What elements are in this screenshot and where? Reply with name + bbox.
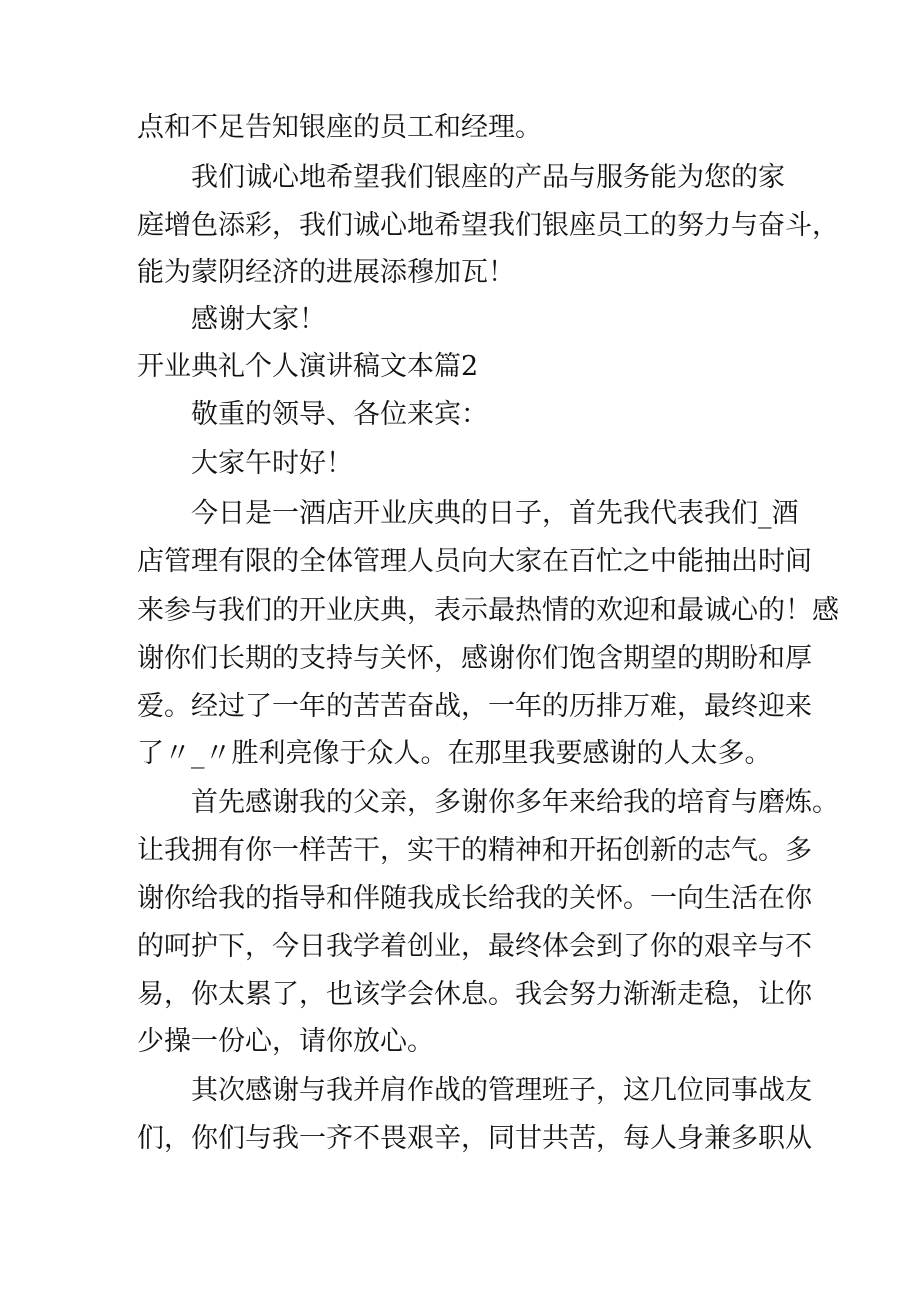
salutation: 敬重的领导、各位来宾： bbox=[191, 399, 488, 430]
paragraph-line: 易，你太累了，也该学会休息。我会努力渐渐走稳，让你 bbox=[137, 979, 812, 1010]
paragraph-line: 少操一份心，请你放心。 bbox=[137, 1026, 434, 1057]
section-title: 开业典礼个人演讲稿文本篇2 bbox=[137, 351, 479, 382]
paragraph-line: 的呵护下，今日我学着创业，最终体会到了你的艰辛与不 bbox=[137, 931, 812, 962]
greeting: 大家午时好！ bbox=[191, 448, 353, 479]
paragraph-line: 能为蒙阴经济的进展添穆加瓦！ bbox=[137, 257, 515, 288]
paragraph-line: 了〃_〃胜利亮像于众人。在那里我要感谢的人太多。 bbox=[137, 738, 772, 769]
paragraph-line: 店管理有限的全体管理人员向大家在百忙之中能抽出时间 bbox=[137, 546, 812, 577]
paragraph-line: 们，你们与我一齐不畏艰辛，同甘共苦，每人身兼多职从 bbox=[137, 1123, 812, 1154]
paragraph-line: 其次感谢与我并肩作战的管理班子，这几位同事战友 bbox=[191, 1075, 812, 1106]
paragraph-line: 来参与我们的开业庆典，表示最热情的欢迎和最诚心的！感 bbox=[137, 595, 839, 626]
paragraph-line: 让我拥有你一样苦干，实干的精神和开拓创新的志气。多 bbox=[137, 835, 812, 866]
paragraph-line: 今日是一酒店开业庆典的日子，首先我代表我们_酒 bbox=[191, 498, 799, 529]
paragraph-line: 庭增色添彩，我们诚心地希望我们银座员工的努力与奋斗， bbox=[137, 210, 839, 241]
paragraph-line: 我们诚心地希望我们银座的产品与服务能为您的家 bbox=[191, 162, 785, 193]
paragraph-line: 感谢大家！ bbox=[191, 304, 326, 335]
paragraph-line: 谢你们长期的支持与关怀，感谢你们饱含期望的期盼和厚 bbox=[137, 643, 812, 674]
paragraph-line: 爱。经过了一年的苦苦奋战，一年的历排万难，最终迎来 bbox=[137, 691, 812, 722]
paragraph-line: 点和不足告知银座的员工和经理。 bbox=[137, 112, 542, 143]
paragraph-line: 谢你给我的指导和伴随我成长给我的关怀。一向生活在你 bbox=[137, 883, 812, 914]
paragraph-line: 首先感谢我的父亲，多谢你多年来给我的培育与磨炼。 bbox=[191, 787, 839, 818]
